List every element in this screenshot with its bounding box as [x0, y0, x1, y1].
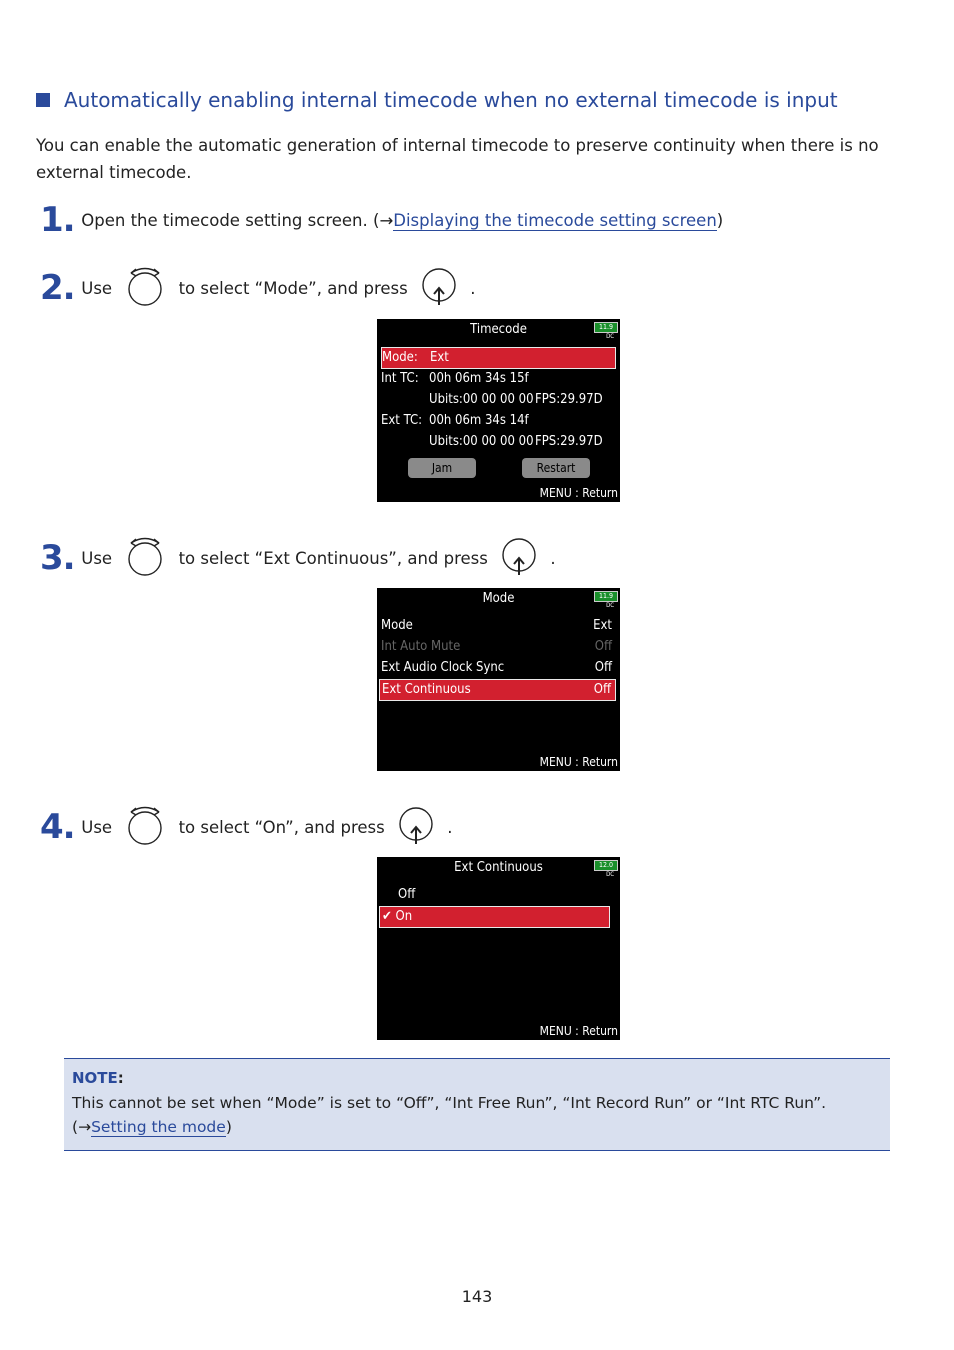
- page-number: 143: [461, 1287, 493, 1306]
- dial-rotate-icon: [123, 264, 167, 312]
- battery-icon: 11.9: [594, 591, 618, 602]
- dial-rotate-icon: [123, 534, 167, 582]
- menu-row-ext-continuous[interactable]: Ext Continuous Off: [379, 679, 616, 701]
- dc-label: DC: [606, 333, 614, 340]
- dc-label: DC: [606, 602, 614, 609]
- mode-row[interactable]: Mode: Ext: [381, 347, 616, 369]
- step-number: 1.: [40, 200, 75, 240]
- note-body: This cannot be set when “Mode” is set to “Off”, “Int Free Run”, “Int Record Run” or “Int RTC Run”. (→Setting the mode): [72, 1094, 827, 1136]
- link-timecode-setting-screen[interactable]: Displaying the timecode setting screen: [393, 211, 717, 230]
- option-on[interactable]: ✔ On: [379, 906, 610, 928]
- screen-title: Mode: [482, 591, 515, 606]
- jam-button[interactable]: Jam: [408, 458, 476, 478]
- intro-paragraph: You can enable the automatic generation of internal timecode to preserve continuity when there is no external timecode.: [36, 136, 879, 182]
- dial-rotate-icon: [123, 803, 167, 851]
- checkmark-icon: ✔: [382, 909, 392, 924]
- dial-press-icon: [396, 804, 436, 850]
- note-title: NOTE:: [72, 1069, 124, 1087]
- screen-title: Ext Continuous: [454, 860, 543, 875]
- step-1: [40, 200, 723, 240]
- step-number: 3.: [40, 537, 75, 578]
- dial-press-icon: [499, 535, 539, 581]
- dial-press-icon: [419, 265, 459, 311]
- option-off[interactable]: Off: [398, 887, 416, 902]
- mode-screen: [377, 588, 620, 771]
- step-text: Open the timecode setting screen. (→Displaying the timecode setting screen): [81, 211, 724, 230]
- menu-return-hint: MENU : Return: [539, 486, 618, 500]
- step-number: 2.: [40, 267, 75, 308]
- step-3: 3. Use to select “Ext Continuous”, and press .: [40, 534, 556, 582]
- int-ubits-row: Ubits:00 00 00 00 FPS:29.97D: [429, 392, 603, 407]
- battery-icon: 12.0: [594, 860, 618, 871]
- menu-row-ext-audio-clock-sync[interactable]: Ext Audio Clock Sync Off: [381, 660, 612, 675]
- menu-row-int-auto-mute: Int Auto Mute Off: [381, 639, 612, 654]
- square-bullet-icon: [36, 93, 50, 107]
- int-tc-row: Int TC: 00h 06m 34s 15f: [381, 371, 529, 386]
- dc-label: DC: [606, 871, 614, 878]
- menu-return-hint: MENU : Return: [539, 755, 618, 769]
- ext-tc-row: Ext TC: 00h 06m 34s 14f: [381, 413, 529, 428]
- note-box: [64, 1058, 890, 1151]
- step-4: 4. Use to select “On”, and press .: [40, 803, 452, 851]
- screen-title: Timecode: [470, 322, 527, 337]
- restart-button[interactable]: Restart: [522, 458, 590, 478]
- menu-return-hint: MENU : Return: [539, 1024, 618, 1038]
- ext-continuous-screen: [377, 857, 620, 1040]
- menu-row-mode[interactable]: Mode Ext: [381, 618, 612, 633]
- step-number: 4.: [40, 806, 75, 847]
- step-2: 2. Use to select “Mode”, and press .: [40, 264, 475, 312]
- ext-ubits-row: Ubits:00 00 00 00 FPS:29.97D: [429, 434, 603, 449]
- link-setting-the-mode[interactable]: Setting the mode: [91, 1118, 226, 1136]
- timecode-screen: [377, 319, 620, 502]
- battery-icon: 11.9: [594, 322, 618, 333]
- section-heading: Automatically enabling internal timecode when no external timecode is input: [36, 88, 838, 112]
